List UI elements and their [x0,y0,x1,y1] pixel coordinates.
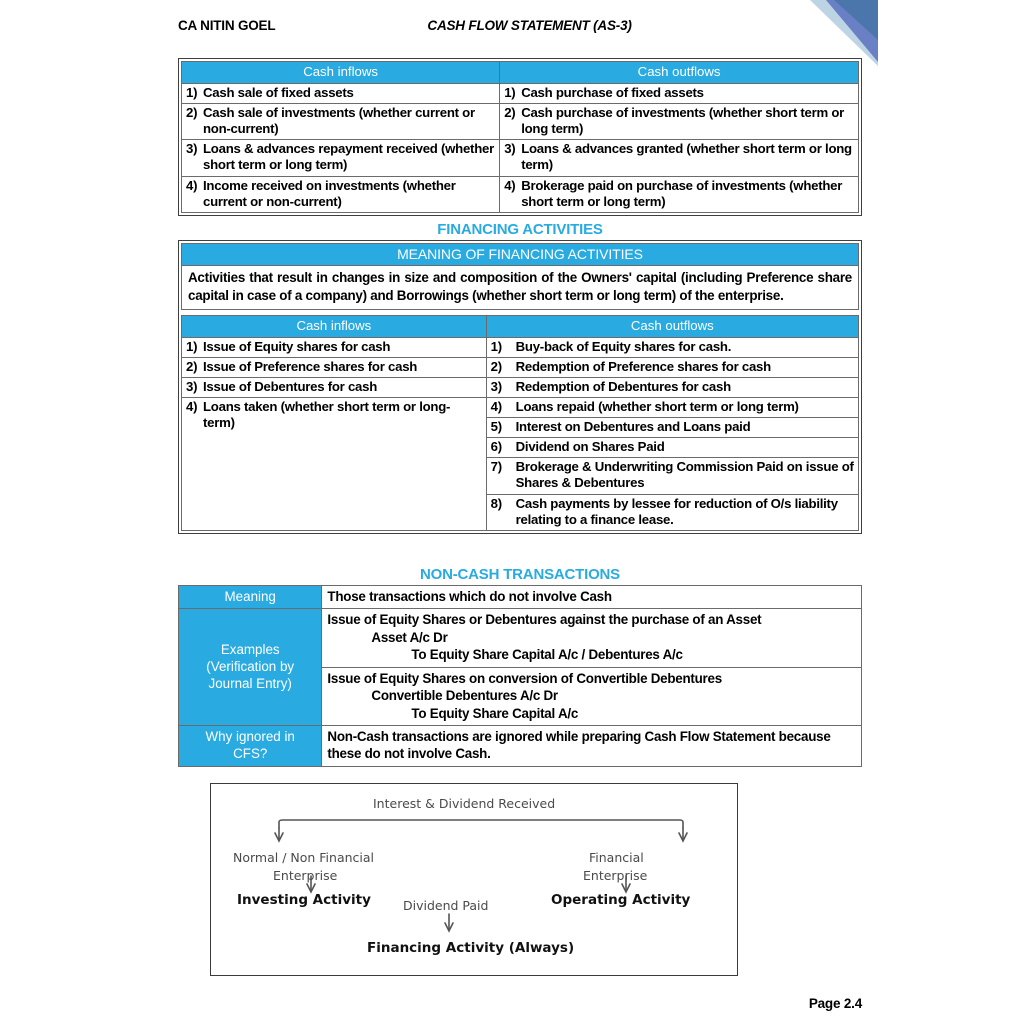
inflow-cell [182,84,500,104]
financing-meaning-paragraph: Activities that result in changes in size and composition of the Owners' capital (including Preference share capital in case of a company) and Borrowings (whether short term or long term) of the enterprise. [181,266,859,310]
table-row [179,725,862,766]
list-text: Brokerage & Underwriting Commission Paid on issue of Shares & Debentures [515,459,854,491]
list-text: Cash sale of fixed assets [203,85,354,101]
investing-flows-table [181,61,859,213]
list-number: 8) [490,495,502,511]
row-value-example-2 [322,667,862,725]
outflow-cell [500,176,859,212]
list-number: 3) [504,141,516,157]
list-number: 3) [186,378,198,394]
document-title: CASH FLOW STATEMENT (AS-3) [427,18,632,33]
outflow-cell [500,104,859,140]
handwritten-diagram-frame [210,783,738,976]
example2-line-2: Convertible Debentures A/c Dr [371,688,558,704]
investing-flows-table-frame [178,58,862,216]
list-number: 1) [504,85,516,101]
list-text: Interest on Debentures and Loans paid [515,419,751,435]
financing-flows-table [181,315,859,531]
column-header-cash-inflows: Cash inflows [182,315,487,337]
example2-line-3: To Equity Share Capital A/c [411,705,579,721]
row-value-meaning: Those transactions which do not involve Cash [322,586,862,609]
diagram-right-branch-line-1: Financial [589,850,644,865]
outflow-cell [486,418,858,438]
row-label-examples [179,609,322,726]
table-row [182,357,859,377]
column-header-cash-outflows: Cash outflows [486,315,858,337]
list-number: 5) [490,419,502,435]
list-number: 4) [186,177,198,193]
row-value-why-ignored: Non-Cash transactions are ignored while preparing Cash Flow Statement because these do not involve Cash. [322,725,862,766]
table-header-row [182,315,859,337]
non-cash-table-frame [178,585,862,767]
row-value-example-1 [322,609,862,667]
examples-label-line-3: Journal Entry) [208,676,292,692]
diagram-bottom-label: Dividend Paid [403,898,489,913]
handwritten-flow-diagram [211,784,736,974]
list-number: 2) [186,105,198,121]
examples-label-line-1: Examples [220,641,280,657]
list-number: 3) [490,378,502,394]
row-label-meaning: Meaning [179,586,322,609]
diagram-right-result: Operating Activity [551,892,691,908]
list-text: Brokerage paid on purchase of investments (whether short term or long term) [521,177,843,209]
list-text: Issue of Debentures for cash [203,378,378,394]
list-text: Loans repaid (whether short term or long term) [515,399,799,415]
outflow-cell [486,377,858,397]
example1-line-3: To Equity Share Capital A/c / Debentures A/c [411,647,683,663]
table-row [182,337,859,357]
example1-line-1: Issue of Equity Shares or Debentures against the purchase of an Asset [327,612,762,628]
list-number: 4) [186,399,198,415]
row-label-why-ignored [179,725,322,766]
section-title-non-cash-transactions: NON-CASH TRANSACTIONS [420,566,620,583]
diagram-left-branch-line-2: Enterprise [273,868,338,883]
banner-meaning-of-financing-activities: MEANING OF FINANCING ACTIVITIES [181,243,859,266]
table-row [182,140,859,176]
list-number: 4) [504,177,516,193]
inflow-cell [182,357,487,377]
outflow-cell [486,398,858,418]
list-text: Loans & advances repayment received (whether short term or long term) [203,141,494,173]
table-header-row [182,62,859,84]
list-text: Redemption of Debentures for cash [515,378,731,394]
list-text: Redemption of Preference shares for cash [515,358,771,374]
outflow-cell [486,438,858,458]
list-number: 7) [490,459,502,475]
list-number: 6) [490,439,502,455]
column-header-cash-inflows: Cash inflows [182,62,500,84]
diagram-left-branch-line-1: Normal / Non Financial [233,850,375,865]
list-number: 1) [186,85,198,101]
financing-block-frame [178,240,862,534]
why-label-line-1: Why ignored in [205,728,295,744]
outflow-cell [486,494,858,530]
list-text: Issue of Preference shares for cash [203,358,418,374]
inflow-cell [182,140,500,176]
table-row [182,398,859,418]
non-cash-table [178,585,862,767]
diagram-left-result: Investing Activity [237,892,371,908]
author-name: CA NITIN GOEL [178,18,276,33]
outflow-cell [500,84,859,104]
page-header [178,18,868,33]
inflow-cell [182,176,500,212]
table-row [182,84,859,104]
table-row [179,609,862,667]
list-text: Cash payments by lessee for reduction of O/s liability relating to a finance lease. [515,495,838,527]
list-number: 2) [504,105,516,121]
examples-label-line-2: (Verification by [206,658,295,674]
outflow-cell [486,458,858,494]
outflow-cell [486,337,858,357]
table-row [182,104,859,140]
page-number: Page 2.4 [808,996,862,1011]
list-number: 2) [490,358,502,374]
section-title-financing-activities: FINANCING ACTIVITIES [437,221,603,238]
list-text: Loans & advances granted (whether short term or long term) [521,141,852,173]
list-text: Cash purchase of fixed assets [521,85,704,101]
inflow-cell [182,398,487,531]
example2-line-1: Issue of Equity Shares on conversion of Convertible Debentures [327,670,722,686]
list-number: 1) [186,338,198,354]
table-row [179,586,862,609]
diagram-root-label: Interest & Dividend Received [373,796,556,811]
outflow-cell [500,140,859,176]
column-header-cash-outflows: Cash outflows [500,62,859,84]
list-text: Loans taken (whether short term or long-term) [203,399,451,431]
example1-line-2: Asset A/c Dr [371,629,448,645]
diagram-right-branch-line-2: Enterprise [583,868,648,883]
list-text: Issue of Equity shares for cash [203,338,391,354]
inflow-cell [182,104,500,140]
list-text: Income received on investments (whether current or non-current) [203,177,456,209]
inflow-cell [182,377,487,397]
list-number: 4) [490,399,502,415]
outflow-cell [486,357,858,377]
why-label-line-2: CFS? [233,746,268,762]
list-number: 2) [186,358,198,374]
list-text: Buy-back of Equity shares for cash. [515,338,732,354]
list-text: Dividend on Shares Paid [515,439,665,455]
diagram-bottom-result: Financing Activity (Always) [367,940,575,956]
inflow-cell [182,337,487,357]
list-number: 3) [186,141,198,157]
table-row [182,176,859,212]
list-text: Cash purchase of investments (whether short term or long term) [521,105,845,137]
table-row [182,377,859,397]
list-text: Cash sale of investments (whether current or non-current) [203,105,475,137]
list-number: 1) [490,338,502,354]
